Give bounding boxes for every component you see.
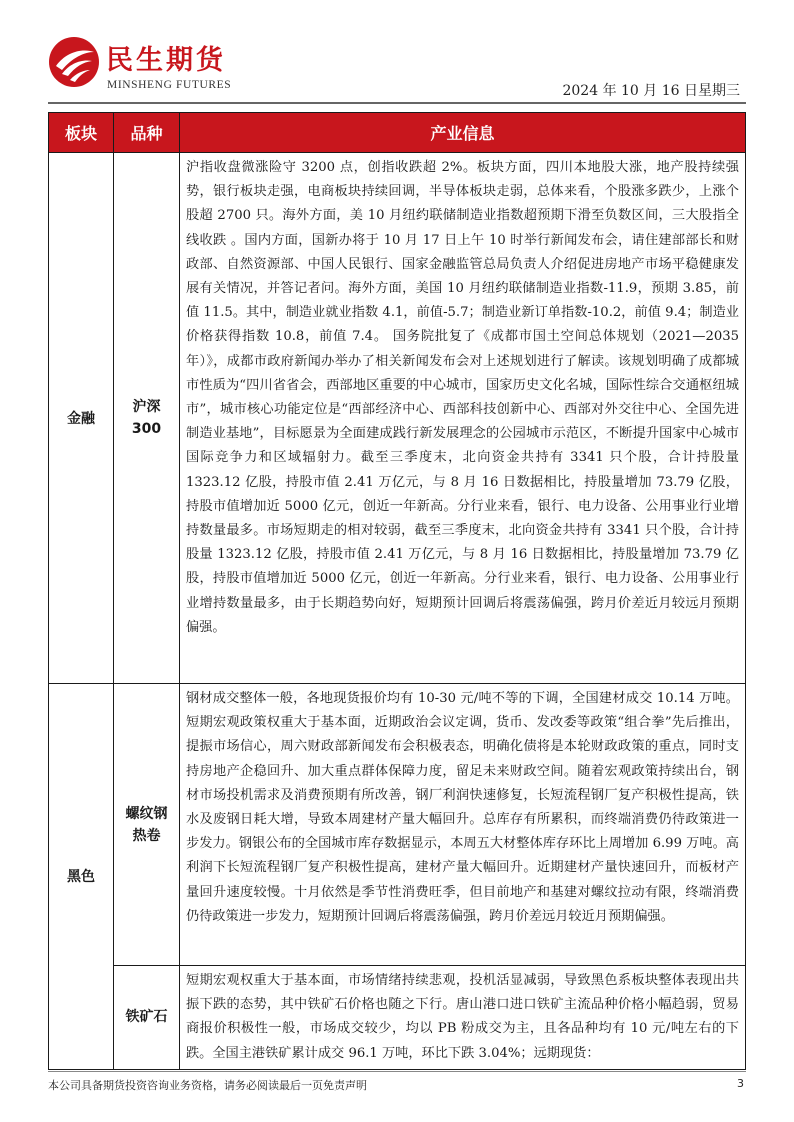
column-header-sector: 板块 [49, 113, 114, 153]
table-row [49, 966, 746, 1070]
minsheng-logo-icon [48, 36, 100, 88]
page-number: 3 [737, 1077, 744, 1090]
variety-cell [114, 684, 180, 966]
info-cell: 钢材成交整体一般，各地现货报价均有 10-30 元/吨不等的下调，全国建材成交 10.14 万吨。短期宏观政策权重大于基本面，近期政治会议定调，货币、发改委等政策“组合拳”先后推出，提振市场信心，周六财政部新闻发布会积极表态，明确化债将是本轮财政政策的重点，同时支持房地产企稳回升、加大重点群体保障力度，留足未来财政空间。随着宏观政策持续出台，钢材市场投机需求及消费预期有所改善，钢厂利润快速修复，长短流程钢厂复产积极性提高，铁水及废钢日耗大增，导致本周建材产量大幅回升。总库存有所累积，而终端消费仍待政策进一步发力。钢银公布的全国城市库存数据显示，本周五大材整体库存环比上周增加 6.99 万吨。高利润下长短流程钢厂复产积极性提高，建材产量大幅回升。近期建材产量快速回升，而板材产量回升速度较慢。十月依然是季节性消费旺季，但目前地产和基建对螺纹拉动有限，终端消费仍待政策进一步发力，短期预计回调后将震荡偏强，跨月价差远月较近月预期偏强。 [180, 684, 746, 966]
brand-name-en: MINSHENG FUTURES [107, 79, 232, 91]
variety-cell [114, 153, 180, 684]
brand-name-cn: 民生期货 [106, 45, 226, 76]
sector-cell: 金融 [49, 153, 114, 684]
page-header [48, 30, 748, 100]
report-date: 2024 年 10 月 16 日星期三 [562, 83, 740, 99]
footer-disclaimer: 本公司具备期货投资咨询业务资格，请务必阅读最后一页免责声明 [48, 1079, 367, 1092]
column-header-info: 产业信息 [180, 113, 746, 153]
info-cell: 沪指收盘微涨险守 3200 点，创指收跌超 2%。板块方面，四川本地股大涨，地产股持续强势，银行板块走强，电商板块持续回调，半导体板块走弱，总体来看，个股涨多跌少，上涨个股超 2700 只。海外方面，美 10 月纽约联储制造业指数超预期下滑至负数区间，三大股指全线收跌 。国内方面，国新办将于 10 月 17 日上午 10 时举行新闻发布会，请住建部部长和财政部、自然资源部、中国人民银行、国家金融监管总局负责人介绍促进房地产市场平稳健康发展有关情况，并答记者问。海外方面，美国 10 月纽约联储制造业指数-11.9，预期 3.85，前值 11.5。其中，制造业就业指数 4.1，前值-5.7；制造业新订单指数-10.2，前值 9.4；制造业价格获得指数 10.8，前值 7.4。 国务院批复了《成都市国土空间总体规划（2021—2035 年）》，成都市政府新闻办举办了相关新闻发布会对上述规划进行了解读。该规划明确了成都城市性质为“四川省省会，西部地区重要的中心城市，国家历史文化名城，国际性综合交通枢纽城市”，城市核心功能定位是“西部经济中心、西部科技创新中心、西部对外交往中心、全国先进制造业基地”，目标愿景为全面建成践行新发展理念的公园城市示范区，不断提升国家中心城市国际竞争力和区域辐射力。截至三季度末，北向资金共持有 3341 只个股，合计持股量 1323.12 亿股，持股市值 2.41 万亿元，与 8 月 16 日数据相比，持股量增加 73.79 亿股，持股市值增加近 5000 亿元，创近一年新高。分行业来看，银行、电力设备、公用事业行业增持数量最多。市场短期走的相对较弱，截至三季度末，北向资金共持有 3341 只个股，合计持股量 1323.12 亿股，持股市值 2.41 万亿元，与 8 月 16 日数据相比，持股量增加 73.79 亿股，持股市值增加近 5000 亿元，创近一年新高。分行业来看，银行、电力设备、公用事业行业增持数量最多，由于长期趋势向好，短期预计回调后将震荡偏强，跨月价差近月较远月预期偏强。 [180, 153, 746, 684]
variety-label: 螺纹钢热卷 [125, 805, 168, 844]
table-header-row [49, 113, 746, 153]
column-header-variety: 品种 [114, 113, 180, 153]
info-cell: 短期宏观权重大于基本面，市场情绪持续悲观，投机活显减弱，导致黑色系板块整体表现出共振下跌的态势，其中铁矿石价格也随之下行。唐山港口进口铁矿主流品种价格小幅趋弱，贸易商报价积极性一般，市场成交较少，均以 PB 粉成交为主，且各品种均有 10 元/吨左右的下跌。全国主港铁矿累计成交 96.1 万吨，环比下跌 3.04%；远期现货： [180, 966, 746, 1070]
header-divider [48, 102, 746, 104]
table-row [49, 153, 746, 684]
table-row [49, 684, 746, 966]
sector-cell: 黑色 [49, 684, 114, 1070]
industry-info-table [48, 112, 746, 1070]
variety-cell: 铁矿石 [114, 966, 180, 1070]
variety-label: 沪深300 [131, 399, 162, 437]
footer-divider [48, 1071, 746, 1072]
